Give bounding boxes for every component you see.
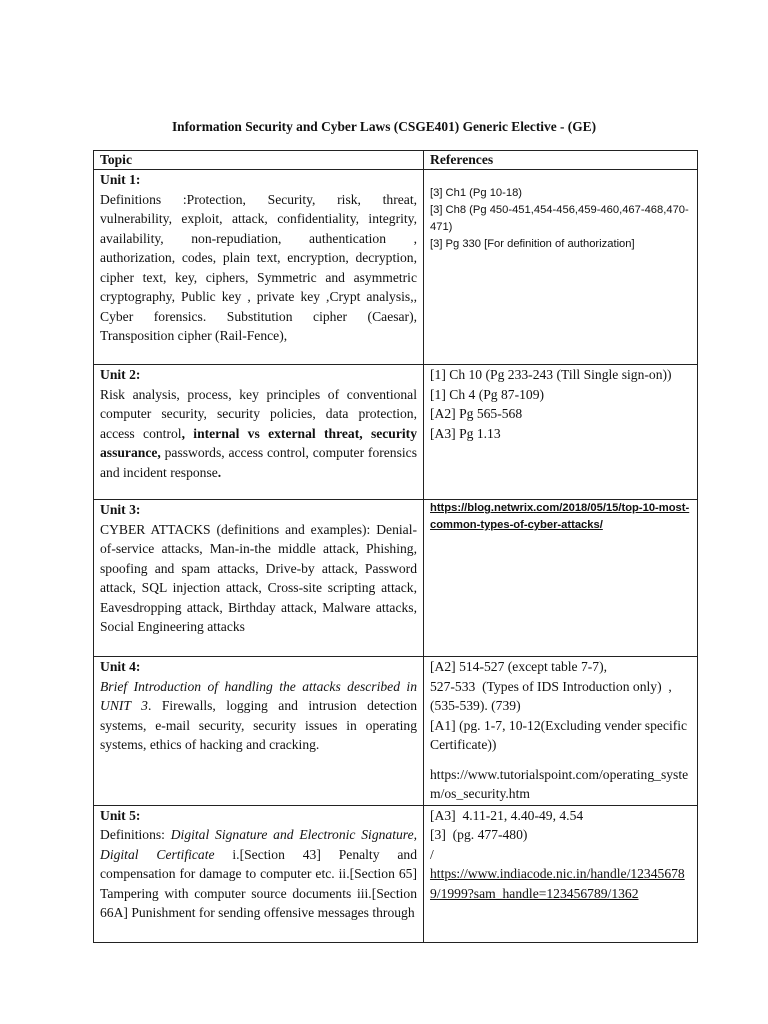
reference-item: [A3] 4.11-21, 4.40-49, 4.54 — [430, 807, 584, 823]
reference-item: [3] (pg. 477-480) — [430, 827, 528, 842]
reference-item: [3] Pg 330 [For definition of authorization] — [430, 238, 635, 250]
table-row — [94, 805, 698, 942]
reference-item: [1] Ch 4 (Pg 87-109) — [430, 386, 545, 402]
references-cell — [424, 657, 698, 806]
reference-item: [1] Ch 10 (Pg 233-243 (Till Single sign-on)) — [430, 367, 672, 382]
references-cell — [424, 365, 698, 500]
topic-text: Definitions: Digital Signature and Electronic Signature, Digital Certificate i.[Section 43] Penalty and compensation for damage to computer etc. ii.[Section 65] Tampering with computer source documents iii.[Section 66A] Punishment for sending offensive messages through — [100, 827, 418, 920]
unit-heading: Unit 2: — [100, 367, 141, 382]
references-cell — [424, 170, 698, 365]
references-cell — [424, 500, 698, 657]
references-column-header: References — [424, 151, 698, 170]
unit-heading: Unit 3: — [100, 502, 141, 517]
reference-item: [A2] 514-527 (except table 7-7), — [430, 659, 608, 674]
reference-item: [3] Ch1 (Pg 10-18) — [430, 187, 523, 199]
table-row — [94, 500, 698, 657]
reference-item: [3] Ch8 (Pg 450-451,454-456,459-460,467-468,470-471) — [430, 204, 689, 233]
reference-link[interactable]: https://www.tutorialspoint.com/operating_system/os_security.htm — [430, 766, 689, 801]
topic-text: Brief Introduction of handling the attacks described in UNIT 3. Firewalls, logging and intrusion detection systems, e-mail security, security issues in operating systems, ethics of hacking and cracking. — [100, 678, 417, 752]
reference-item: / — [430, 846, 434, 862]
topic-cell — [94, 170, 424, 365]
table-row — [94, 170, 698, 365]
table-row — [94, 657, 698, 806]
syllabus-table — [93, 150, 698, 943]
unit-heading: Unit 5: — [100, 807, 141, 823]
table-row — [94, 365, 698, 500]
topic-cell — [94, 657, 424, 806]
topic-text: Definitions :Protection, Security, risk, threat, vulnerability, exploit, attack, confidentiality, integrity, availability, non-repudiation, authentication , authorization, codes, plain text, encryption, decryption, cipher text, key, ciphers, Symmetric and asymmetric cryptography, Public key , private key ,Crypt analysis,, Cyber forensics. Substitution cipher (Caesar), Transposition cipher (Rail-Fence), — [100, 191, 417, 343]
unit-heading: Unit 1: — [100, 172, 141, 187]
document-title: Information Security and Cyber Laws (CSGE401) Generic Elective - (GE) — [171, 119, 597, 134]
topic-text: Risk analysis, process, key principles of conventional computer security, security policies, data protection, access control, internal vs external threat, security assurance, passwords, access control, computer forensics and incident response. — [100, 386, 417, 480]
reference-item: [A2] Pg 565-568 — [430, 406, 523, 421]
topic-column-header: Topic — [94, 151, 424, 170]
topic-cell — [94, 500, 424, 657]
reference-item: 527-533 (Types of IDS Introduction only) , (535-539). (739) — [430, 678, 676, 713]
topic-text: CYBER ATTACKS (definitions and examples): Denial-of-service attacks, Man-in-the middle attack, Phishing, spoofing and spam attacks, Drive-by attack, Password attack, SQL injection attack, Cross-site scripting attack, Eavesdropping attack, Birthday attack, Malware attacks, Social Engineering attacks — [100, 521, 417, 634]
reference-item: [A1] (pg. 1-7, 10-12(Excluding vender specific Certificate)) — [430, 717, 691, 752]
reference-link[interactable]: https://www.indiacode.nic.in/handle/123456789/1999?sam_handle=123456789/1362 — [430, 866, 685, 901]
unit-heading: Unit 4: — [100, 659, 141, 674]
references-cell — [424, 805, 698, 942]
topic-cell — [94, 365, 424, 500]
table-header-row — [94, 151, 698, 170]
reference-item: [A3] Pg 1.13 — [430, 425, 501, 441]
reference-link[interactable]: https://blog.netwrix.com/2018/05/15/top-10-most-common-types-of-cyber-attacks/ — [430, 502, 690, 531]
topic-cell — [94, 805, 424, 942]
